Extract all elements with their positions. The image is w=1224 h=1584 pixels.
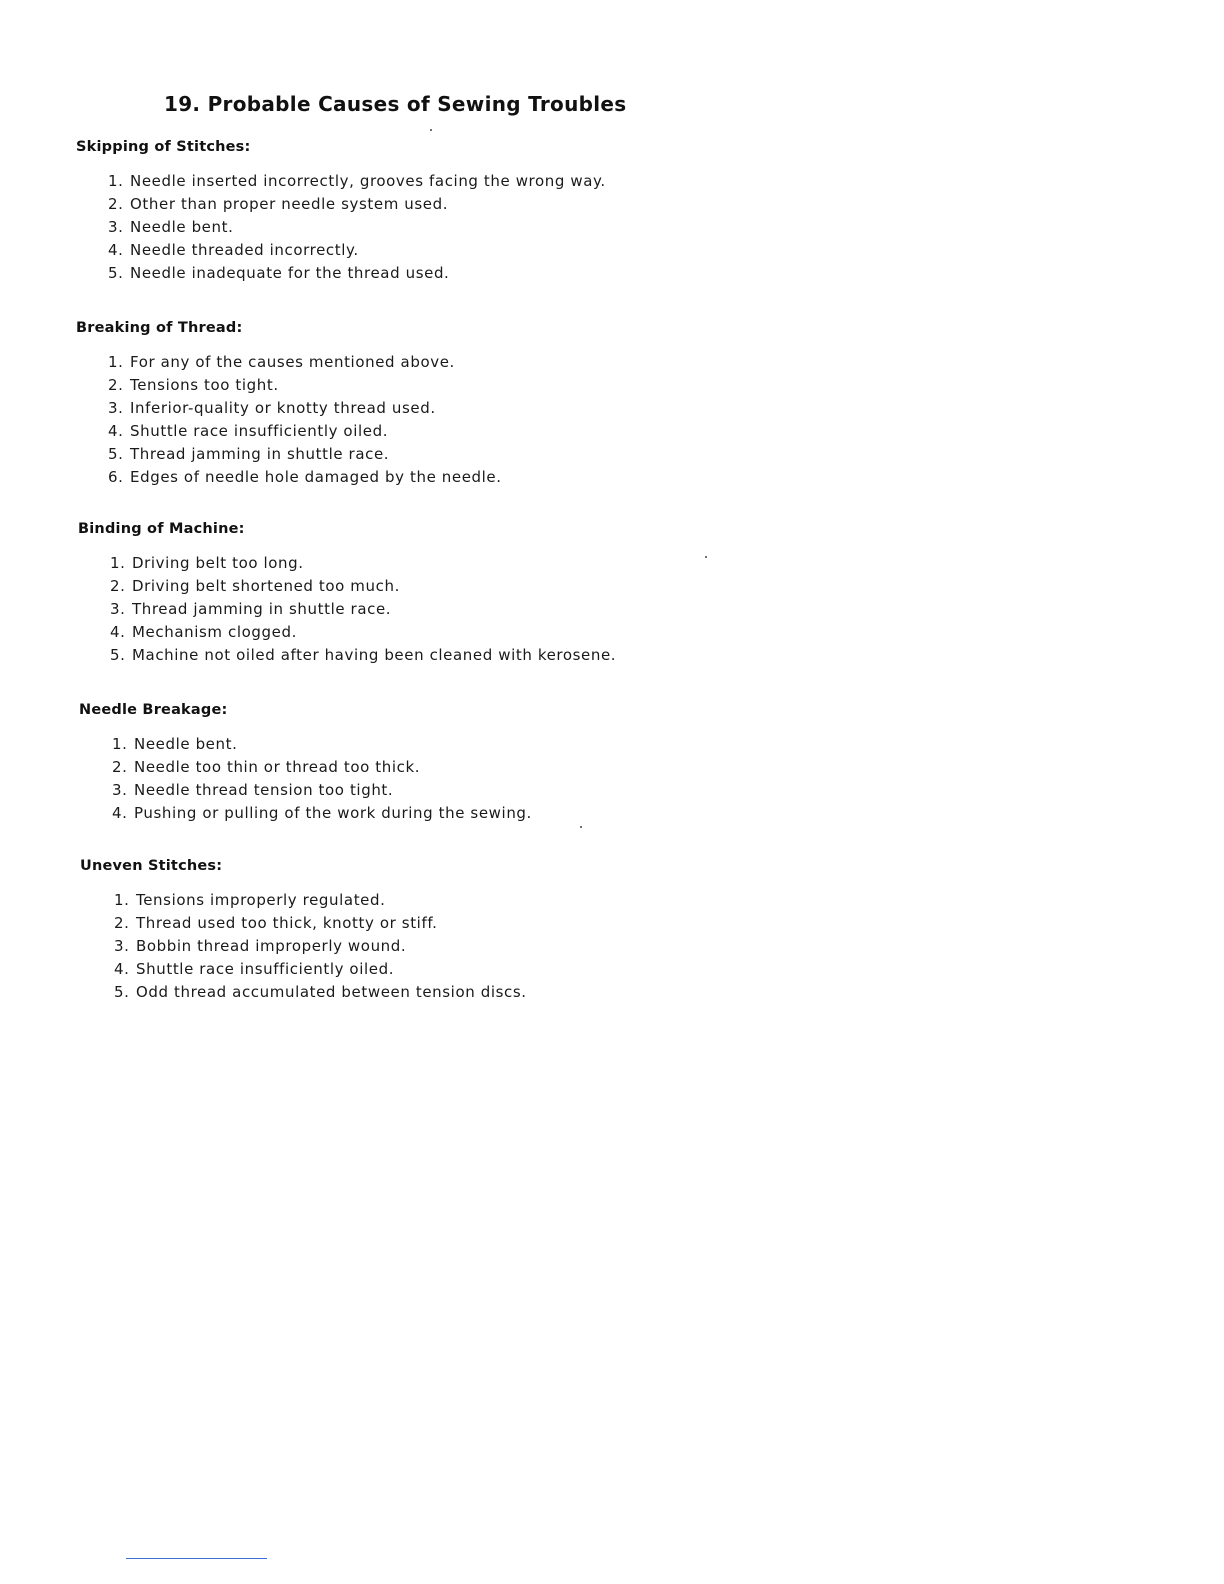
item-text: Machine not oiled after having been cleaned with kerosene.: [132, 646, 617, 664]
item-number: 3.: [112, 781, 128, 799]
item-number: 4.: [110, 623, 126, 641]
item-text: Shuttle race insufficiently oiled.: [130, 422, 389, 440]
item-text: Thread jamming in shuttle race.: [130, 445, 390, 463]
list-item: [108, 420, 502, 443]
scan-speck: [430, 129, 432, 131]
item-number: 4.: [112, 804, 128, 822]
item-number: 2.: [112, 758, 128, 776]
item-text: Needle too thin or thread too thick.: [134, 758, 421, 776]
item-text: Needle inadequate for the thread used.: [130, 264, 450, 282]
item-text: For any of the causes mentioned above.: [130, 353, 455, 371]
list-item: [114, 935, 527, 958]
item-text: Needle inserted incorrectly, grooves facing the wrong way.: [130, 172, 606, 190]
list-item: [110, 644, 616, 667]
item-number: 3.: [110, 600, 126, 618]
list-item: [108, 262, 606, 285]
section-heading: Needle Breakage:: [79, 702, 228, 718]
list-item: [108, 170, 606, 193]
list-item: [110, 575, 616, 598]
item-number: 3.: [108, 218, 124, 236]
list-item: [108, 397, 502, 420]
footer-rule: [126, 1558, 267, 1559]
item-text: Mechanism clogged.: [132, 623, 297, 641]
item-number: 2.: [108, 195, 124, 213]
list-item: [108, 466, 502, 489]
item-number: 5.: [110, 646, 126, 664]
list-item: [110, 552, 616, 575]
item-number: 1.: [114, 891, 130, 909]
page-title: 19. Probable Causes of Sewing Troubles: [164, 92, 627, 116]
section-heading: Skipping of Stitches:: [76, 139, 251, 155]
section-heading: Breaking of Thread:: [76, 320, 243, 336]
item-text: Tensions improperly regulated.: [136, 891, 386, 909]
item-number: 4.: [108, 422, 124, 440]
section-needle-breakage: [79, 701, 532, 825]
item-text: Tensions too tight.: [130, 376, 279, 394]
item-text: Driving belt too long.: [132, 554, 304, 572]
list-item: [114, 981, 527, 1004]
list-item: [110, 598, 616, 621]
section-uneven-stitches: [80, 857, 527, 1004]
item-number: 5.: [108, 445, 124, 463]
scan-speck: [580, 826, 582, 828]
item-text: Edges of needle hole damaged by the needle.: [130, 468, 502, 486]
item-number: 4.: [108, 241, 124, 259]
list-item: [108, 374, 502, 397]
item-number: 1.: [112, 735, 128, 753]
item-text: Thread used too thick, knotty or stiff.: [136, 914, 438, 932]
list-item: [112, 756, 532, 779]
item-text: Needle bent.: [134, 735, 238, 753]
list-item: [112, 802, 532, 825]
item-text: Needle threaded incorrectly.: [130, 241, 359, 259]
list-item: [112, 779, 532, 802]
item-number: 1.: [110, 554, 126, 572]
list-item: [114, 912, 527, 935]
item-text: Other than proper needle system used.: [130, 195, 449, 213]
item-number: 2.: [108, 376, 124, 394]
item-number: 2.: [110, 577, 126, 595]
section-heading: Binding of Machine:: [78, 521, 245, 537]
list-item: [108, 193, 606, 216]
item-number: 1.: [108, 172, 124, 190]
item-number: 3.: [108, 399, 124, 417]
item-number: 5.: [114, 983, 130, 1001]
item-text: Inferior-quality or knotty thread used.: [130, 399, 436, 417]
list-item: [114, 958, 527, 981]
item-number: 1.: [108, 353, 124, 371]
scan-speck: [705, 556, 707, 558]
list-item: [110, 621, 616, 644]
list-item: [114, 889, 527, 912]
section-heading: Uneven Stitches:: [80, 858, 223, 874]
item-text: Needle thread tension too tight.: [134, 781, 394, 799]
item-number: 6.: [108, 468, 124, 486]
item-text: Needle bent.: [130, 218, 234, 236]
item-number: 4.: [114, 960, 130, 978]
section-breaking-of-thread: [76, 319, 502, 489]
item-text: Shuttle race insufficiently oiled.: [136, 960, 395, 978]
list-item: [108, 443, 502, 466]
item-text: Odd thread accumulated between tension discs.: [136, 983, 527, 1001]
item-text: Thread jamming in shuttle race.: [132, 600, 392, 618]
item-number: 2.: [114, 914, 130, 932]
item-text: Pushing or pulling of the work during the sewing.: [134, 804, 532, 822]
item-text: Driving belt shortened too much.: [132, 577, 400, 595]
list-item: [108, 351, 502, 374]
list-item: [108, 216, 606, 239]
section-skipping-of-stitches: [76, 138, 606, 285]
item-number: 5.: [108, 264, 124, 282]
list-item: [108, 239, 606, 262]
section-binding-of-machine: [78, 520, 616, 667]
item-number: 3.: [114, 937, 130, 955]
item-text: Bobbin thread improperly wound.: [136, 937, 407, 955]
list-item: [112, 733, 532, 756]
